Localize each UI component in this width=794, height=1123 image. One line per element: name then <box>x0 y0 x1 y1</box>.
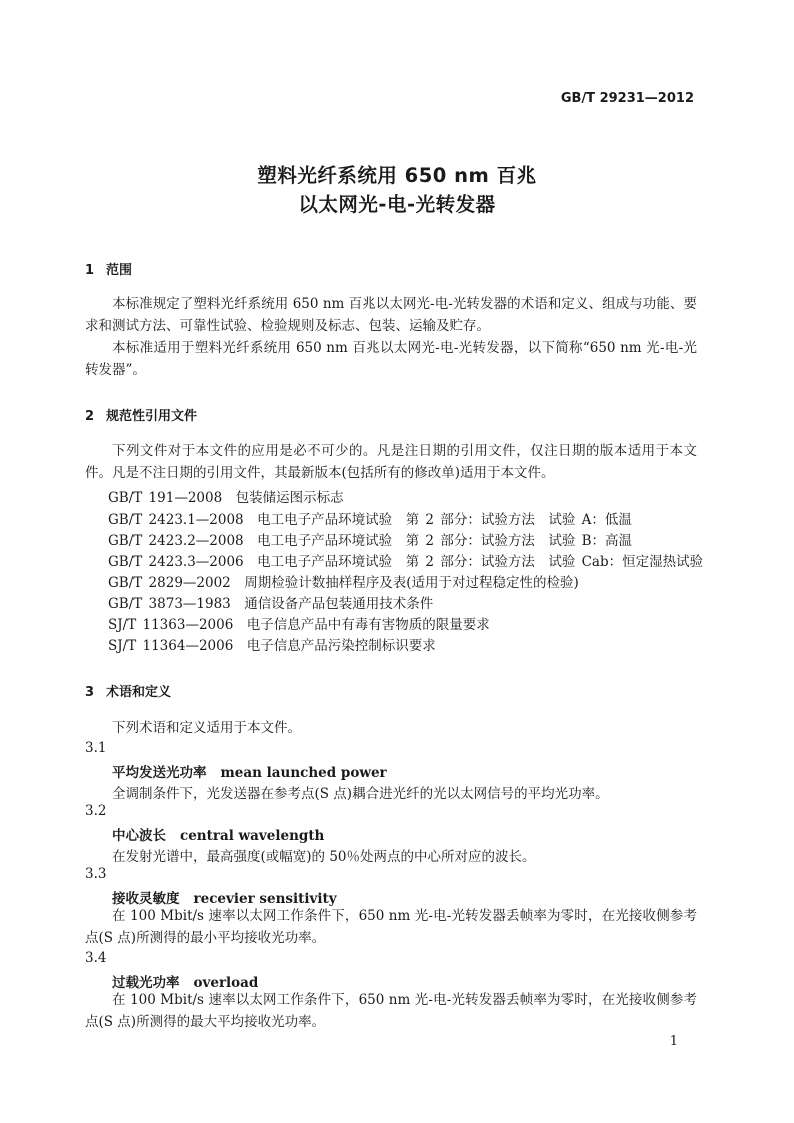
term-number: 3.1 <box>85 740 107 756</box>
section-title: 范围 <box>106 263 133 278</box>
term-number: 3.4 <box>85 950 107 966</box>
reference-item: SJ/T 11364—2006 电子信息产品污染控制标识要求 <box>108 638 436 654</box>
page-number: 1 <box>669 1034 678 1049</box>
reference-item: GB/T 191—2008 包装储运图示标志 <box>108 490 344 506</box>
term-english: mean launched power <box>220 765 387 781</box>
section-number: 3 <box>85 685 95 700</box>
term-chinese: 平均发送光功率 <box>112 765 207 781</box>
reference-item: GB/T 2423.2—2008 电工电子产品环境试验 第 2 部分：试验方法 试验 B：高温 <box>108 533 633 549</box>
term-heading <box>112 824 324 844</box>
standard-number: GB/T 29231—2012 <box>560 91 694 106</box>
term-definition: 在 100 Mbit/s 速率以太网工作条件下，650 nm 光-电-光转发器丢帧率为零时，在光接收侧参考点(S 点)所测得的最大平均接收光功率。 <box>85 992 697 1030</box>
section-heading-normative-references <box>85 405 197 424</box>
section-heading-terms-and-definitions <box>85 681 171 700</box>
reference-item: SJ/T 11363—2006 电子信息产品中有毒有害物质的限量要求 <box>108 617 490 633</box>
reference-item: GB/T 2423.3—2006 电工电子产品环境试验 第 2 部分：试验方法 试验 Cab：恒定湿热试验 <box>108 554 704 570</box>
term-english: overload <box>193 975 259 991</box>
section-title: 术语和定义 <box>106 685 172 700</box>
section-heading-scope <box>85 259 132 278</box>
paragraph: 下列文件对于本文件的应用是必不可少的。凡是注日期的引用文件，仅注日期的版本适用于本文件。凡是不注日期的引用文件，其最新版本(包括所有的修改单)适用于本文件。 <box>85 443 697 481</box>
term-definition: 在发射光谱中，最高强度(或幅宽)的 50％处两点的中心所对应的波长。 <box>112 849 536 865</box>
term-chinese: 接收灵敏度 <box>112 891 180 907</box>
document-title-line-1: 塑料光纤系统用 650 nm 百兆 <box>257 164 537 187</box>
document-title-line-2: 以太网光-电-光转发器 <box>298 193 496 216</box>
term-heading <box>112 887 337 907</box>
term-definition: 全调制条件下，光发送器在参考点(S 点)耦合进光纤的光以太网信号的平均光功率。 <box>112 786 609 802</box>
term-heading <box>112 971 258 991</box>
section-number: 1 <box>85 263 95 278</box>
term-number: 3.3 <box>85 866 107 882</box>
section-number: 2 <box>85 409 95 424</box>
term-chinese: 中心波长 <box>112 828 166 844</box>
paragraph: 下列术语和定义适用于本文件。 <box>112 720 301 736</box>
paragraph: 本标准适用于塑料光纤系统用 650 nm 百兆以太网光-电-光转发器，以下简称“650 nm 光-电-光转发器”。 <box>85 340 697 378</box>
term-chinese: 过载光功率 <box>112 975 180 991</box>
paragraph: 本标准规定了塑料光纤系统用 650 nm 百兆以太网光-电-光转发器的术语和定义、组成与功能、要求和测试方法、可靠性试验、检验规则及标志、包装、运输及贮存。 <box>85 296 697 334</box>
reference-item: GB/T 2829—2002 周期检验计数抽样程序及表(适用于对过程稳定性的检验) <box>108 575 579 591</box>
term-heading <box>112 761 387 781</box>
term-english: central wavelength <box>180 828 325 844</box>
term-definition: 在 100 Mbit/s 速率以太网工作条件下，650 nm 光-电-光转发器丢帧率为零时，在光接收侧参考点(S 点)所测得的最小平均接收光功率。 <box>85 908 697 946</box>
section-title: 规范性引用文件 <box>106 409 198 424</box>
term-number: 3.2 <box>85 803 107 819</box>
reference-item: GB/T 3873—1983 通信设备产品包装通用技术条件 <box>108 596 434 612</box>
term-english: recevier sensitivity <box>193 891 337 907</box>
reference-item: GB/T 2423.1—2008 电工电子产品环境试验 第 2 部分：试验方法 试验 A：低温 <box>108 512 632 528</box>
